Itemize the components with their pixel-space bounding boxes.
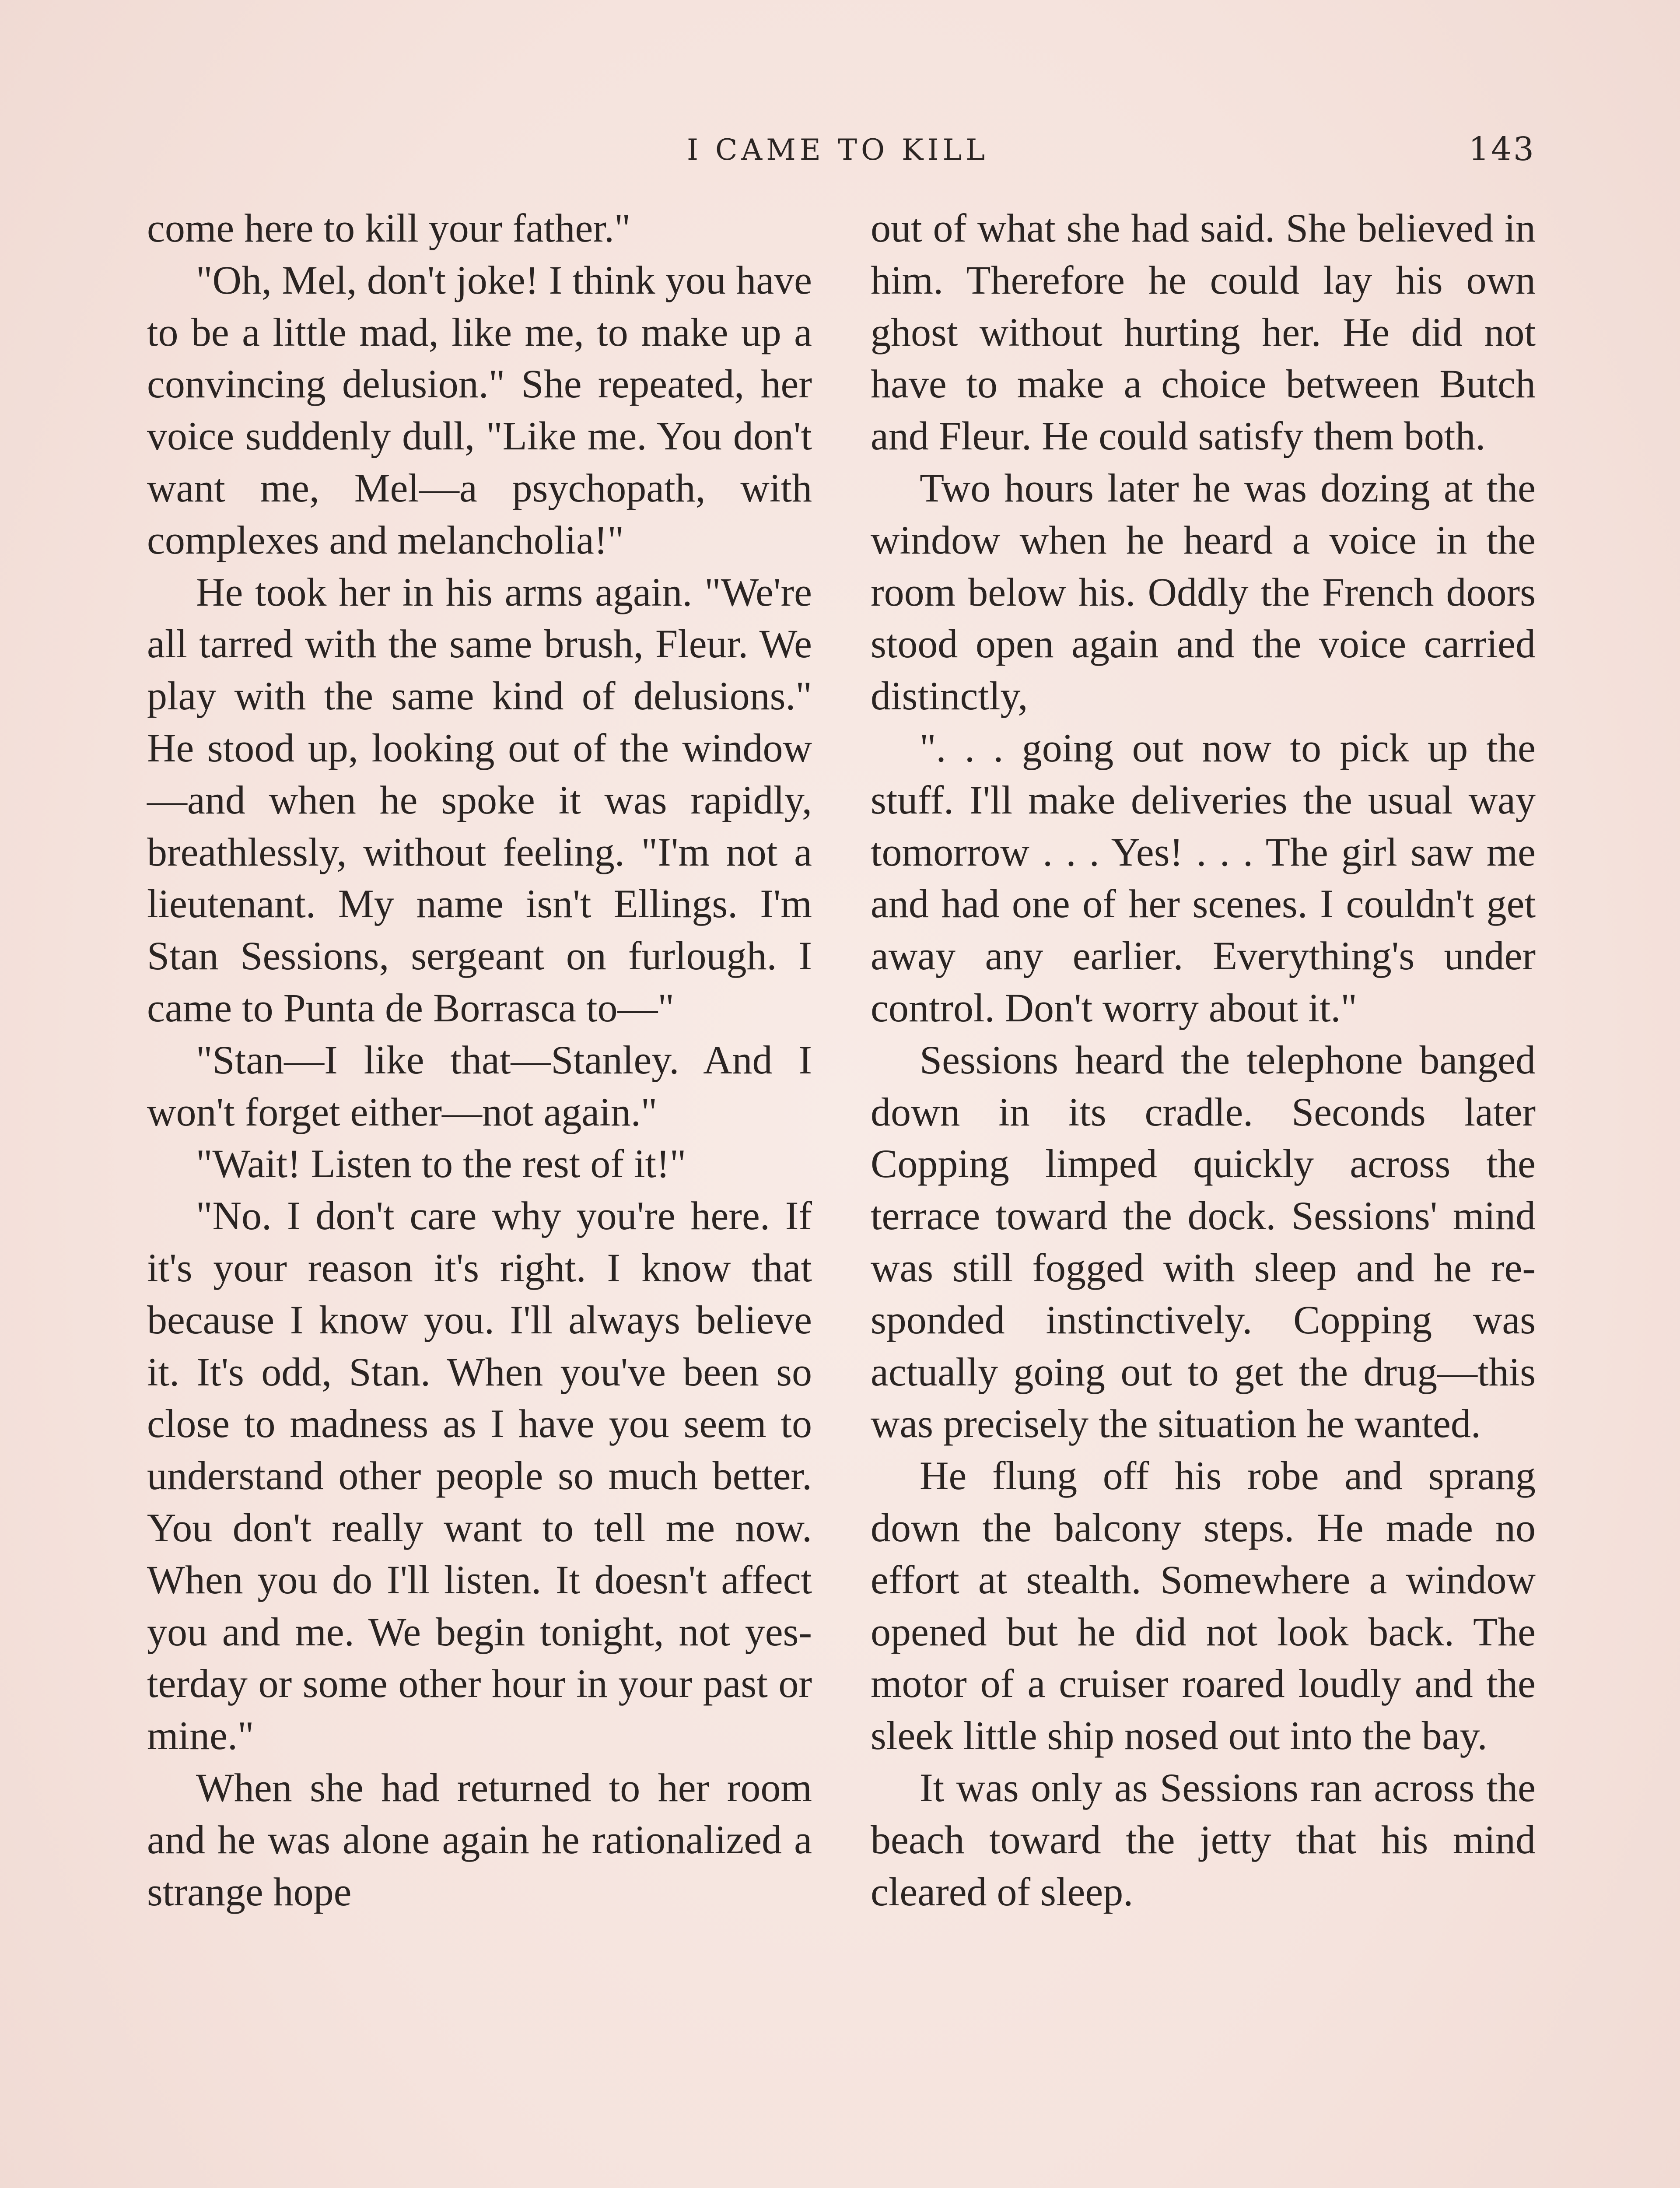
running-head (144, 128, 1536, 176)
paragraph: "Stan—I like that—Stanley. And I won't forget either—not again." (147, 1037, 812, 1134)
paragraph: It was only as Sessions ran across the beach toward the jetty that his mind cleared of sleep. (871, 1765, 1536, 1914)
paragraph: "Oh, Mel, don't joke! I think you have to be a little mad, like me, to make up a convincing delusion." She repeated, her voice suddenly dull, "Like me. You don't want me, Mel—a psychopath, with complexes and melancholia!" (147, 257, 812, 562)
paragraph: "Wait! Listen to the rest of it!" (196, 1141, 686, 1186)
left-column (147, 202, 812, 1918)
running-title: I CAME TO KILL (687, 133, 989, 167)
right-column (871, 202, 1536, 1918)
paragraph: come here to kill your father." (147, 206, 631, 250)
paragraph: ". . . going out now to pick up the stuff. I'll make deliveries the usual way tomorrow . . . Yes! . . . The girl saw me and had one of her scenes. I couldn't get away any earlier. Everything's under control. Don't worry about it." (871, 725, 1536, 1030)
paragraph: Sessions heard the telephone banged down in its cradle. Seconds later Copping limped quickly across the terrace toward the dock. Sessions' mind was still fogged with sleep and he responded instinctively. Copping was actually going out to get the drug—this was precisely the situation he wanted. (871, 1037, 1536, 1446)
paragraph: He took her in his arms again. "We're all tarred with the same brush, Fleur. We play with the same kind of delusions." He stood up, looking out of the window—and when he spoke it was rapidly, breathlessly, without feeling. "I'm not a lieutenant. My name isn't Ellings. I'm Stan Sessions, sergeant on furlough. I came to Punta de Borrasca to—" (147, 569, 812, 1030)
page-number: 143 (1468, 130, 1536, 168)
paragraph: "No. I don't care why you're here. If it's your reason it's right. I know that because I know you. I'll always believe it. It's odd, Stan. When you've been so close to madness as I have you seem to understand other people so much better. You don't really want to tell me now. When you do I'll listen. It doesn't affect you and me. We begin tonight, not yesterday or some other hour in your past or mine." (147, 1193, 812, 1758)
paragraph: out of what she had said. She believed in him. Therefore he could lay his own ghost without hurting her. He did not have to make a choice between Butch and Fleur. He could satisfy them both. (871, 206, 1536, 459)
paragraph: He flung off his robe and sprang down the balcony steps. He made no effort at stealth. Somewhere a window opened but he did not look back. The motor of a cruiser roared loudly and the sleek little ship nosed out into the bay. (871, 1453, 1536, 1758)
paragraph: When she had returned to her room and he was alone again he rationalized a strange hope (147, 1765, 812, 1914)
paragraph: Two hours later he was dozing at the window when he heard a voice in the room below his. Oddly the French doors stood open again and the voice carried distinctly, (871, 465, 1536, 719)
